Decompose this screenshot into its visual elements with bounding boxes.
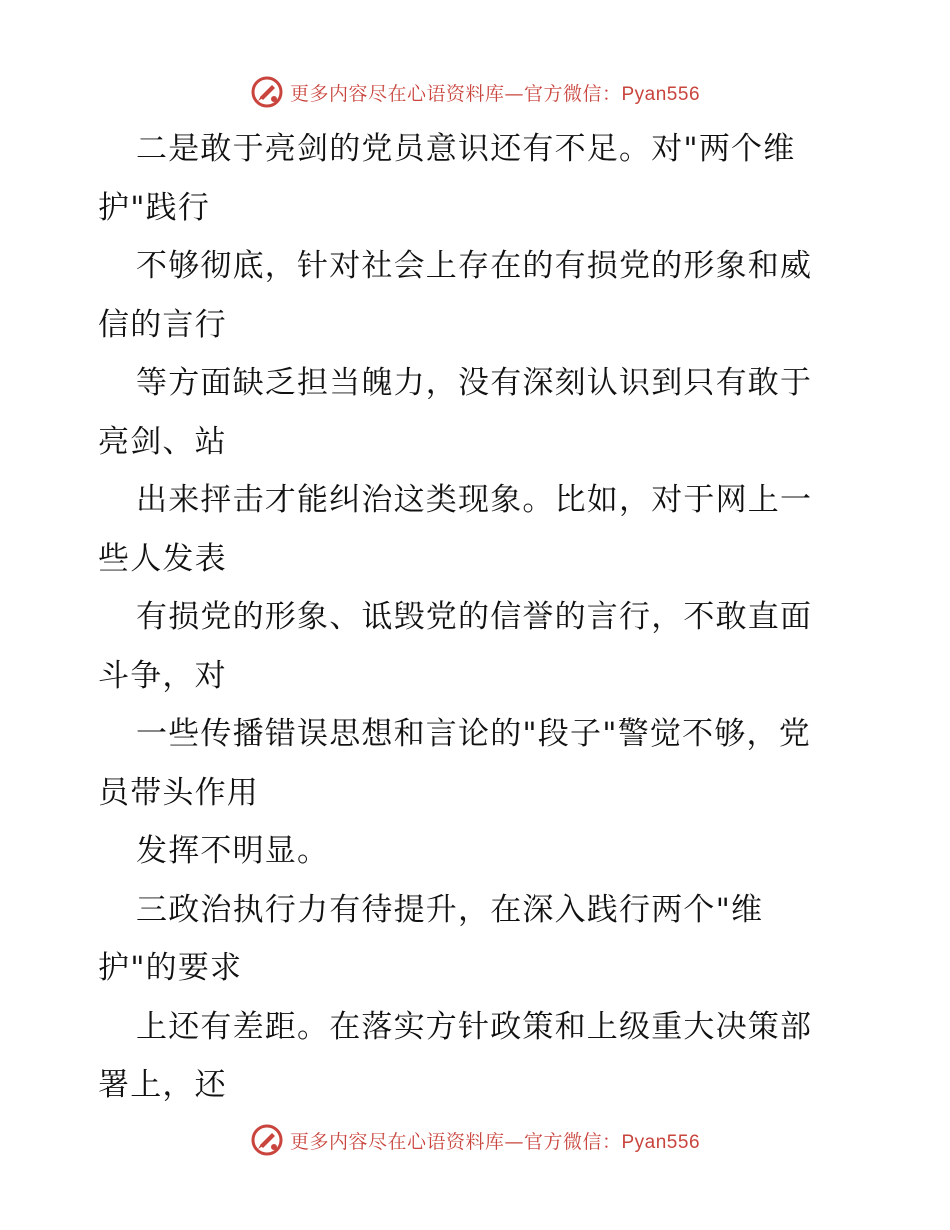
watermark-text: 更多内容尽在心语资料库—官方微信：Pyan556: [289, 1130, 701, 1153]
text-line: 二是敢于亮剑的党员意识还有不足。对"两个维: [136, 131, 796, 167]
text-line: 员带头作用: [98, 774, 259, 811]
text-line: 斗争，对: [98, 657, 227, 694]
text-line: 信的言行: [98, 306, 227, 343]
text-line: 亮剑、站: [98, 423, 227, 460]
watermark-footer: [0, 1120, 950, 1160]
text-line: 出来抨击才能纠治这类现象。比如，对于网上一: [136, 482, 813, 518]
logo-icon: [250, 75, 284, 109]
document-body: [98, 120, 858, 1115]
text-line: 一些传播错误思想和言论的"段子"警觉不够，党: [136, 716, 811, 752]
text-line: 有损党的形象、诋毁党的信誉的言行，不敢直面: [136, 599, 813, 635]
text-line: 署上，还: [98, 1067, 227, 1103]
text-line: 护"的要求: [98, 950, 243, 986]
text-line: 上还有差距。在落实方针政策和上级重大决策部: [136, 1008, 813, 1045]
watermark-text: 更多内容尽在心语资料库—官方微信：Pyan556: [289, 82, 701, 105]
text-line: 些人发表: [98, 540, 227, 577]
text-line: 发挥不明显。: [136, 833, 330, 869]
watermark-header: [0, 72, 950, 112]
logo-icon: [250, 1123, 284, 1157]
text-line: 不够彻底，针对社会上存在的有损党的形象和威: [136, 248, 813, 284]
text-line: 三政治执行力有待提升，在深入践行两个"维: [136, 891, 764, 928]
text-line: 等方面缺乏担当魄力，没有深刻认识到只有敢于: [136, 365, 813, 401]
text-line: 护"践行: [98, 189, 211, 226]
